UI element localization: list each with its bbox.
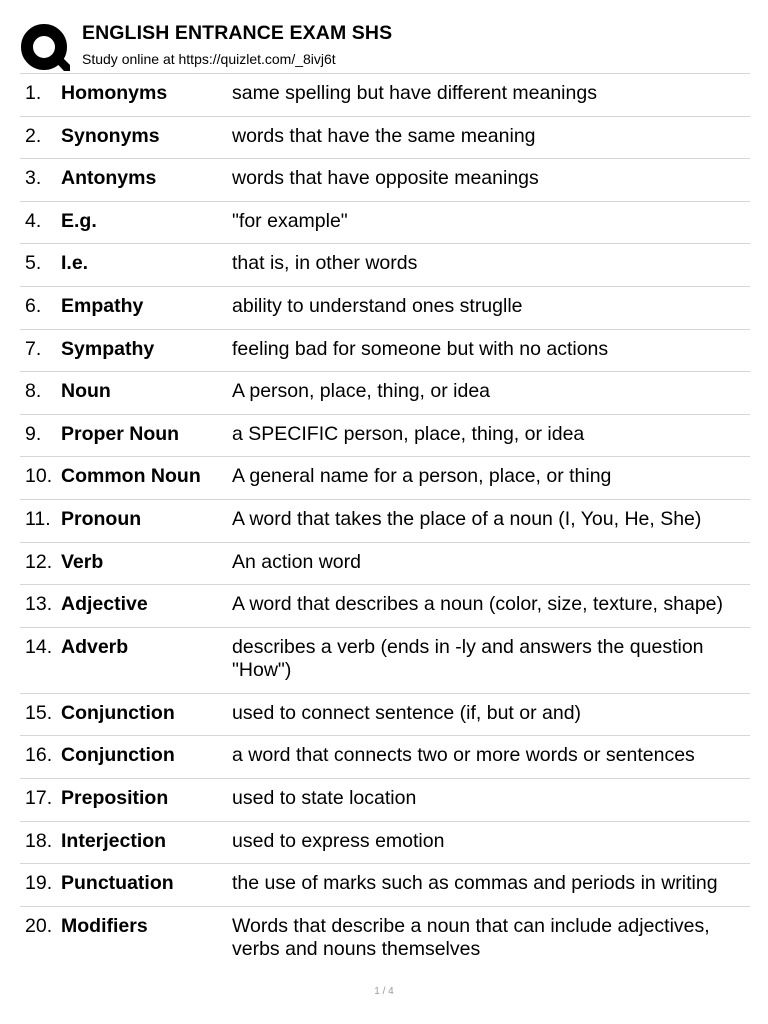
row-definition: An action word: [232, 550, 361, 573]
quizlet-q-icon: [20, 23, 70, 73]
row-definition: ability to understand ones struglle: [232, 294, 523, 317]
row-number: 12.: [25, 550, 53, 573]
row-term: Common Noun: [61, 465, 201, 488]
row-definition: used to connect sentence (if, but or and): [232, 701, 582, 724]
row-term: Modifiers: [61, 914, 148, 937]
row-definition: words that have opposite meanings: [232, 167, 539, 190]
table-row: [20, 330, 750, 373]
row-term: Adjective: [61, 593, 148, 616]
row-definition: the use of marks such as commas and periods in writing: [232, 872, 718, 895]
row-definition: "for example": [232, 209, 348, 232]
table-row: [20, 628, 750, 694]
table-row: [20, 117, 750, 160]
table-row: [20, 822, 750, 865]
row-definition: A word that takes the place of a noun (I, You, He, She): [232, 507, 702, 530]
table-row: [20, 159, 750, 202]
row-term: Synonyms: [61, 124, 160, 147]
row-term: I.e.: [61, 252, 89, 275]
row-number: 8.: [25, 380, 42, 403]
table-row: [20, 372, 750, 415]
row-number: 2.: [25, 124, 42, 147]
table-row: [20, 415, 750, 458]
table-row: [20, 457, 750, 500]
page-header: [20, 20, 750, 72]
table-row: [20, 907, 750, 973]
row-term: Adverb: [61, 635, 129, 658]
table-row: [20, 244, 750, 287]
table-row: [20, 202, 750, 245]
row-number: 19.: [25, 872, 53, 895]
row-number: 16.: [25, 744, 53, 767]
row-definition: used to express emotion: [232, 829, 445, 852]
document-subtitle: Study online at https://quizlet.com/_8ivj6t: [82, 51, 336, 67]
row-definition: a word that connects two or more words or sentences: [232, 744, 695, 767]
row-definition: A word that describes a noun (color, size, texture, shape): [232, 593, 724, 616]
row-definition: a SPECIFIC person, place, thing, or idea: [232, 422, 585, 445]
row-number: 14.: [25, 635, 53, 658]
row-term: Conjunction: [61, 701, 175, 724]
table-row: [20, 779, 750, 822]
row-number: 5.: [25, 252, 42, 275]
flashcard-table: [20, 73, 750, 973]
table-row: [20, 585, 750, 628]
table-row: [20, 694, 750, 737]
row-number: 10.: [25, 465, 53, 488]
row-term: Empathy: [61, 294, 144, 317]
row-number: 4.: [25, 209, 42, 232]
row-definition: words that have the same meaning: [232, 124, 536, 147]
table-row: [20, 500, 750, 543]
row-number: 1.: [25, 82, 42, 104]
row-term: Preposition: [61, 786, 169, 809]
row-term: Pronoun: [61, 507, 142, 530]
row-definition: A general name for a person, place, or thing: [232, 465, 612, 488]
row-number: 15.: [25, 701, 53, 724]
row-number: 18.: [25, 829, 53, 852]
row-definition: that is, in other words: [232, 252, 418, 275]
row-definition: used to state location: [232, 786, 417, 809]
row-definition: same spelling but have different meanings: [232, 82, 597, 104]
table-row: [20, 864, 750, 907]
row-definition: feeling bad for someone but with no actions: [232, 337, 609, 360]
row-term: Sympathy: [61, 337, 155, 360]
row-number: 7.: [25, 337, 42, 360]
row-definition: Words that describe a noun that can include adjectives, verbs and nouns themselves: [232, 914, 710, 960]
row-term: Noun: [61, 380, 111, 403]
row-term: Proper Noun: [61, 422, 180, 445]
row-number: 6.: [25, 294, 42, 317]
table-row: [20, 74, 750, 117]
page-number: 1 / 4: [374, 986, 394, 997]
table-row: [20, 287, 750, 330]
row-number: 13.: [25, 593, 53, 616]
row-term: Homonyms: [61, 82, 168, 104]
row-definition: describes a verb (ends in -ly and answers the question "How"): [232, 635, 704, 681]
row-number: 9.: [25, 422, 42, 445]
row-term: Antonyms: [61, 167, 157, 190]
row-number: 3.: [25, 167, 42, 190]
table-row: [20, 543, 750, 586]
row-term: Interjection: [61, 829, 167, 852]
row-term: Verb: [61, 550, 104, 573]
document-title: ENGLISH ENTRANCE EXAM SHS: [82, 22, 393, 44]
row-number: 11.: [25, 507, 51, 530]
row-term: Conjunction: [61, 744, 175, 767]
row-term: Punctuation: [61, 872, 174, 895]
row-number: 20.: [25, 914, 53, 937]
table-row: [20, 736, 750, 779]
row-number: 17.: [25, 786, 53, 809]
row-term: E.g.: [61, 209, 97, 232]
row-definition: A person, place, thing, or idea: [232, 380, 491, 403]
